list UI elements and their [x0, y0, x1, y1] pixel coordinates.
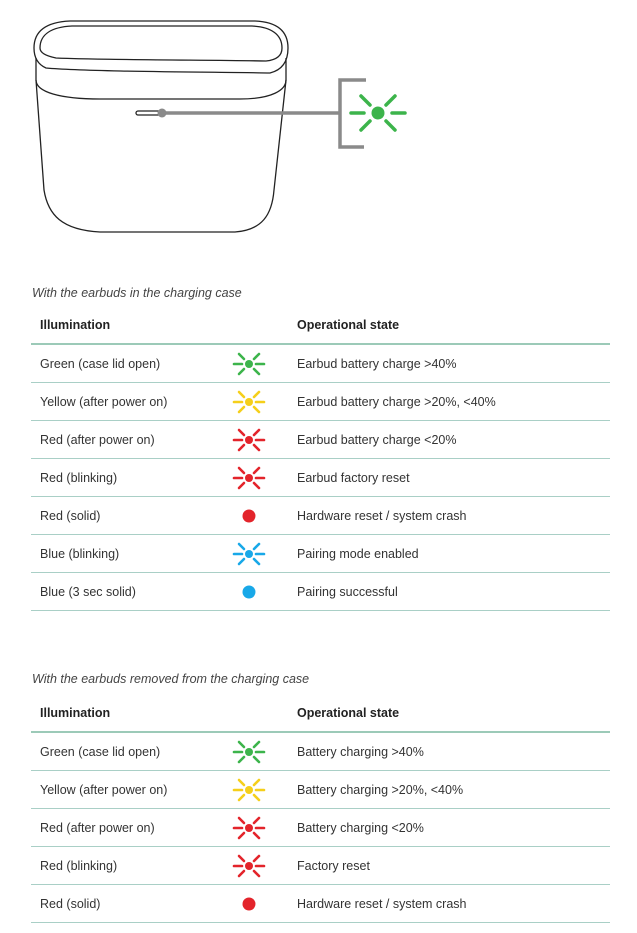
operational-state-cell: Hardware reset / system crash	[288, 497, 610, 535]
led-blinking-icon	[232, 858, 266, 872]
table-row	[31, 344, 610, 383]
table-row	[31, 885, 610, 923]
table-row	[31, 497, 610, 535]
illumination-cell: Red (after power on)	[31, 809, 210, 847]
operational-state-cell: Earbud battery charge >40%	[288, 344, 610, 383]
led-table-removed	[31, 695, 610, 923]
led-blinking-icon	[232, 820, 266, 834]
indicator-cell	[210, 771, 288, 809]
table-row	[31, 809, 610, 847]
indicator-cell	[210, 885, 288, 923]
led-blinking-icon	[232, 744, 266, 758]
indicator-cell	[210, 732, 288, 771]
table-row	[31, 847, 610, 885]
table-row	[31, 459, 610, 497]
led-blinking-icon	[232, 432, 266, 446]
indicator-cell	[210, 535, 288, 573]
illumination-cell: Red (blinking)	[31, 847, 210, 885]
led-blinking-icon	[232, 394, 266, 408]
operational-state-cell: Factory reset	[288, 847, 610, 885]
charging-case-illustration	[0, 0, 637, 260]
illumination-cell: Green (case lid open)	[31, 732, 210, 771]
operational-state-cell: Earbud factory reset	[288, 459, 610, 497]
column-header-operational-state: Operational state	[288, 695, 610, 732]
operational-state-cell: Battery charging <20%	[288, 809, 610, 847]
indicator-cell	[210, 383, 288, 421]
operational-state-cell: Hardware reset / system crash	[288, 885, 610, 923]
operational-state-cell: Earbud battery charge <20%	[288, 421, 610, 459]
led-blinking-icon	[232, 782, 266, 796]
illumination-cell: Yellow (after power on)	[31, 383, 210, 421]
table-row	[31, 771, 610, 809]
illumination-cell: Red (solid)	[31, 497, 210, 535]
led-table-in-case	[31, 307, 610, 611]
indicator-cell	[210, 847, 288, 885]
illumination-cell: Red (blinking)	[31, 459, 210, 497]
led-blinking-icon	[232, 546, 266, 560]
led-blinking-icon	[232, 356, 266, 370]
led-blinking-icon	[232, 470, 266, 484]
indicator-cell	[210, 497, 288, 535]
illumination-cell: Red (solid)	[31, 885, 210, 923]
table-row	[31, 732, 610, 771]
led-solid-icon	[232, 896, 266, 910]
table-caption: With the earbuds removed from the charging case	[32, 672, 310, 686]
indicator-cell	[210, 573, 288, 611]
operational-state-cell: Pairing successful	[288, 573, 610, 611]
indicator-cell	[210, 421, 288, 459]
illumination-cell: Blue (3 sec solid)	[31, 573, 210, 611]
column-header-illumination: Illumination	[31, 307, 288, 344]
table-caption: With the earbuds in the charging case	[32, 286, 242, 300]
operational-state-cell: Battery charging >40%	[288, 732, 610, 771]
indicator-cell	[210, 809, 288, 847]
indicator-cell	[210, 344, 288, 383]
table-row	[31, 421, 610, 459]
operational-state-cell: Earbud battery charge >20%, <40%	[288, 383, 610, 421]
operational-state-cell: Battery charging >20%, <40%	[288, 771, 610, 809]
illumination-cell: Red (after power on)	[31, 421, 210, 459]
column-header-operational-state: Operational state	[288, 307, 610, 344]
table-row	[31, 573, 610, 611]
led-callout-icon	[351, 96, 405, 130]
indicator-cell	[210, 459, 288, 497]
led-solid-icon	[232, 584, 266, 598]
illumination-cell: Yellow (after power on)	[31, 771, 210, 809]
illumination-cell: Blue (blinking)	[31, 535, 210, 573]
table-row	[31, 383, 610, 421]
led-solid-icon	[232, 508, 266, 522]
operational-state-cell: Pairing mode enabled	[288, 535, 610, 573]
charging-case-icon	[34, 21, 288, 232]
column-header-illumination: Illumination	[31, 695, 288, 732]
table-row	[31, 535, 610, 573]
illumination-cell: Green (case lid open)	[31, 344, 210, 383]
